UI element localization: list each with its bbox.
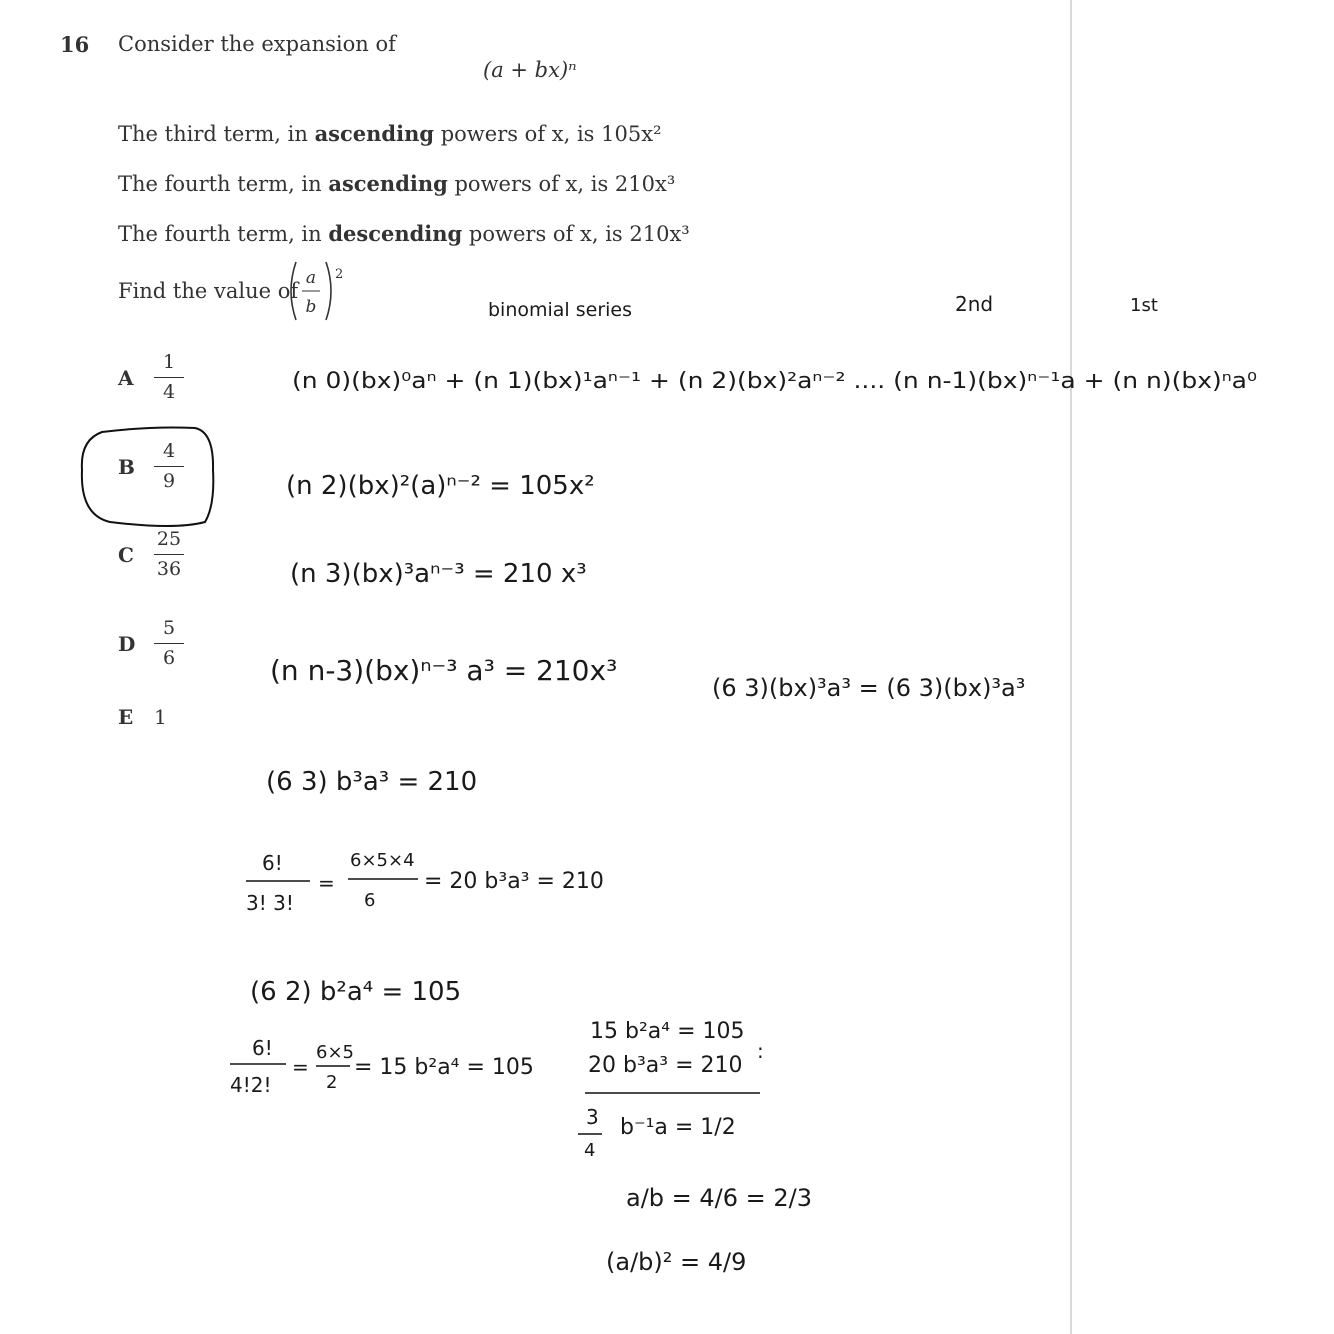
label-1st: 1st <box>1130 295 1158 316</box>
question-number: 16 <box>60 32 90 57</box>
svg-text:b: b <box>305 297 317 317</box>
svg-text:2: 2 <box>335 267 344 282</box>
equation-c63: (6 3) b³a³ = 210 <box>266 767 478 797</box>
svg-text:=: = <box>292 1055 309 1079</box>
division-top: 15 b²a⁴ = 105 <box>590 1019 745 1044</box>
label-binomial-series: binomial series <box>488 299 633 321</box>
condition-third-term: The third term, in ascending powers of x, is 105x² <box>118 121 662 146</box>
question-intro: Consider the expansion of <box>118 32 396 56</box>
equation-symmetry: (6 3)(bx)³a³ = (6 3)(bx)³a³ <box>712 674 1026 702</box>
calc-c62-den: 4!2! <box>230 1073 272 1097</box>
calc-c62-num: 6! <box>252 1036 273 1060</box>
final-answer-working: (a/b)² = 4/9 <box>606 1248 747 1276</box>
equation-c62: (6 2) b²a⁴ = 105 <box>250 977 462 1007</box>
answer-circle-b <box>82 428 214 527</box>
division-coef-num: 3 <box>586 1105 599 1129</box>
equation-fourth-term: (n 3)(bx)³aⁿ⁻³ = 210 x³ <box>290 559 587 589</box>
calc-c63-mid-num: 6×5×4 <box>350 850 415 871</box>
condition-fourth-term-ascending: The fourth term, in ascending powers of x, is 210x³ <box>118 171 676 196</box>
expansion-expression: (a + bx)ⁿ <box>483 58 577 82</box>
condition-fourth-term-descending: The fourth term, in descending powers of x, is 210x³ <box>118 221 690 246</box>
equation-fourth-term-descending: (n n-3)(bx)ⁿ⁻³ a³ = 210x³ <box>270 654 618 687</box>
calc-c62-mid-den: 2 <box>326 1072 338 1093</box>
calc-c63-den: 3! 3! <box>246 891 294 915</box>
svg-text:a: a <box>305 268 317 288</box>
calc-c63-num: 6! <box>262 851 283 875</box>
binomial-series-expansion: (n 0)(bx)⁰aⁿ + (n 1)(bx)¹aⁿ⁻¹ + (n 2)(bx)²aⁿ⁻² .... (n n-1)(bx)ⁿ⁻¹a + (n n)(bx)ⁿa⁰ <box>292 369 1258 394</box>
equation-third-term: (n 2)(bx)²(a)ⁿ⁻² = 105x² <box>286 471 595 501</box>
division-bottom: 20 b³a³ = 210 <box>588 1053 743 1078</box>
calc-c62-mid-num: 6×5 <box>316 1042 354 1063</box>
calc-c63-result: = 20 b³a³ = 210 <box>424 869 604 894</box>
division-result: b⁻¹a = 1/2 <box>620 1115 736 1140</box>
svg-text:=: = <box>318 871 335 895</box>
label-2nd: 2nd <box>955 292 994 316</box>
ratio-a-over-b: a/b = 4/6 = 2/3 <box>626 1184 813 1212</box>
division-coef-den: 4 <box>584 1140 596 1161</box>
calc-c63-mid-den: 6 <box>364 890 376 911</box>
find-prompt: Find the value of <box>118 279 299 303</box>
svg-text::: : <box>757 1039 764 1063</box>
calc-c62-result: = 15 b²a⁴ = 105 <box>354 1055 534 1080</box>
